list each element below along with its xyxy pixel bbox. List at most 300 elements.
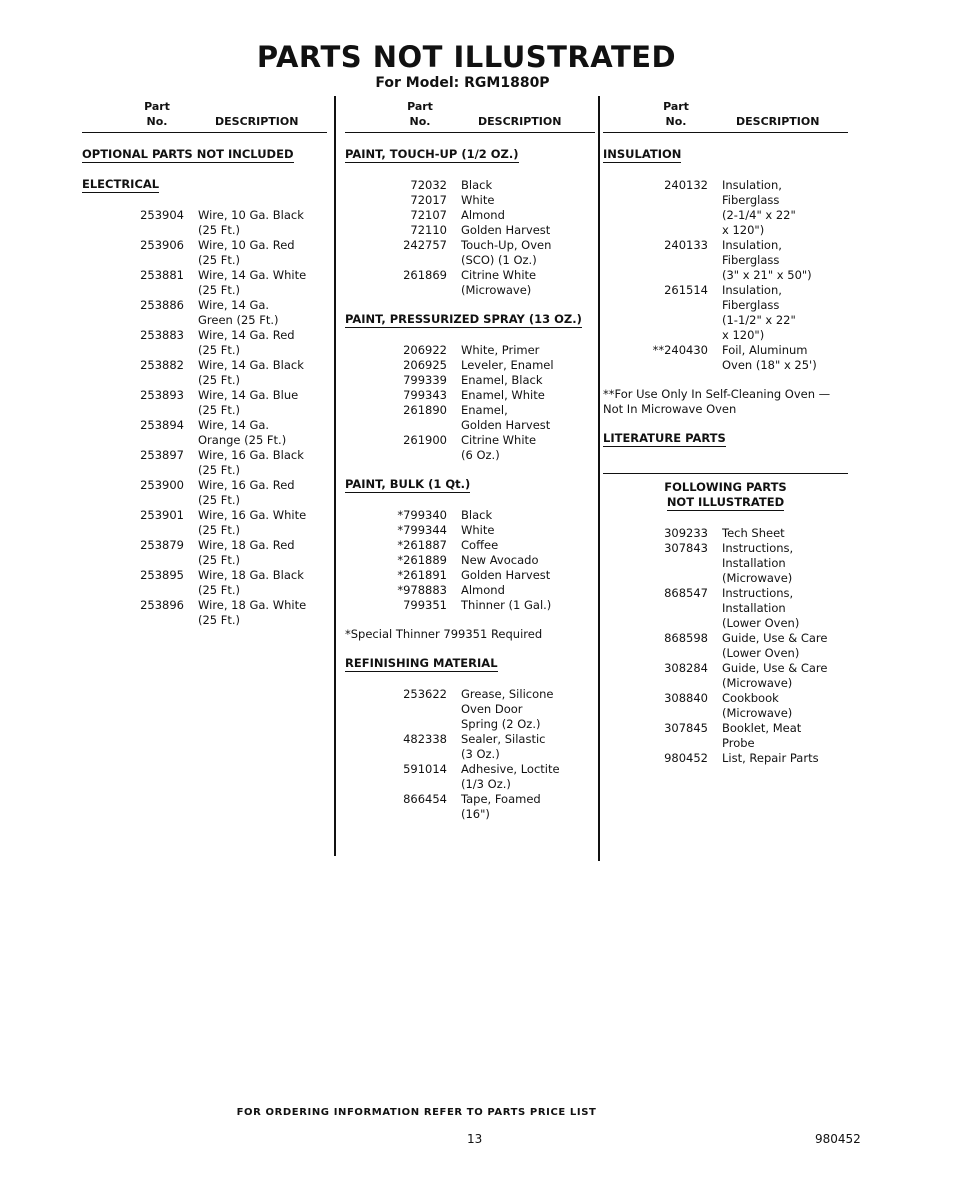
part-description: (25 Ft.) bbox=[198, 253, 241, 267]
part-number: 240132 bbox=[664, 178, 708, 192]
part-description: (25 Ft.) bbox=[198, 613, 241, 627]
part-number bbox=[603, 253, 708, 268]
part-number bbox=[82, 373, 184, 388]
part-row bbox=[345, 702, 595, 717]
part-row bbox=[603, 268, 848, 283]
part-row bbox=[603, 691, 848, 706]
part-row bbox=[603, 178, 848, 193]
description-label: DESCRIPTION bbox=[478, 115, 562, 128]
part-row bbox=[603, 238, 848, 253]
part-description: (3 Oz.) bbox=[461, 747, 500, 761]
part-number bbox=[345, 253, 447, 268]
part-description: Booklet, Meat bbox=[722, 721, 802, 735]
part-row bbox=[82, 238, 327, 253]
part-description: New Avocado bbox=[461, 553, 539, 567]
part-row bbox=[82, 418, 327, 433]
part-number: 253901 bbox=[140, 508, 184, 522]
part-row bbox=[603, 298, 848, 313]
part-label: Part bbox=[407, 100, 433, 113]
part-row bbox=[603, 556, 848, 571]
footnote: **For Use Only In Self-Cleaning Oven — Not In Microwave Oven bbox=[603, 387, 831, 416]
part-description: Golden Harvest bbox=[461, 223, 551, 237]
part-row bbox=[603, 586, 848, 601]
part-description: Instructions, bbox=[722, 541, 794, 555]
no-label: No. bbox=[146, 115, 168, 128]
part-number bbox=[345, 702, 447, 717]
part-number: *261891 bbox=[397, 568, 447, 582]
part-number bbox=[603, 571, 708, 586]
part-row bbox=[345, 508, 595, 523]
part-row bbox=[345, 433, 595, 448]
part-number: 261514 bbox=[664, 283, 708, 297]
part-number: 253622 bbox=[403, 687, 447, 701]
part-row bbox=[345, 268, 595, 283]
part-description: Fiberglass bbox=[722, 298, 780, 312]
part-number bbox=[82, 253, 184, 268]
model-subtitle bbox=[0, 75, 953, 91]
no-label: No. bbox=[409, 115, 431, 128]
part-number bbox=[603, 268, 708, 283]
part-row bbox=[603, 616, 848, 631]
part-description: (Microwave) bbox=[722, 571, 793, 585]
part-number bbox=[82, 613, 184, 628]
parts-section bbox=[345, 463, 595, 642]
part-row bbox=[82, 493, 327, 508]
description-label: DESCRIPTION bbox=[215, 115, 299, 128]
part-number bbox=[82, 463, 184, 478]
part-row bbox=[82, 448, 327, 463]
part-number bbox=[603, 298, 708, 313]
part-description: Insulation, bbox=[722, 238, 782, 252]
part-description: Tape, Foamed bbox=[461, 792, 541, 806]
part-row bbox=[345, 193, 595, 208]
part-number: 253893 bbox=[140, 388, 184, 402]
part-number bbox=[603, 616, 708, 631]
part-number bbox=[603, 208, 708, 223]
part-description: (SCO) (1 Oz.) bbox=[461, 253, 537, 267]
no-label: No. bbox=[665, 115, 687, 128]
part-description: (3" x 21" x 50") bbox=[722, 268, 812, 282]
part-description: Wire, 10 Ga. Red bbox=[198, 238, 295, 252]
part-row bbox=[345, 388, 595, 403]
part-row bbox=[345, 568, 595, 583]
part-description: Wire, 14 Ga. White bbox=[198, 268, 307, 282]
following-parts-line2: NOT ILLUSTRATED bbox=[666, 495, 785, 509]
part-row bbox=[603, 223, 848, 238]
footnote: *Special Thinner 799351 Required bbox=[345, 627, 543, 641]
column-divider bbox=[334, 96, 336, 856]
part-row bbox=[603, 661, 848, 676]
part-description: Oven Door bbox=[461, 702, 523, 716]
part-description: (Lower Oven) bbox=[722, 616, 800, 630]
part-description: (25 Ft.) bbox=[198, 403, 241, 417]
part-description: Almond bbox=[461, 583, 505, 597]
column-2 bbox=[345, 98, 595, 822]
part-row bbox=[345, 717, 595, 732]
part-row bbox=[603, 208, 848, 223]
part-description: (Microwave) bbox=[461, 283, 532, 297]
part-row bbox=[82, 373, 327, 388]
part-description: Wire, 16 Ga. White bbox=[198, 508, 307, 522]
part-description: White, Primer bbox=[461, 343, 540, 357]
part-description: Wire, 18 Ga. Black bbox=[198, 568, 304, 582]
part-row bbox=[345, 777, 595, 792]
part-number: 253897 bbox=[140, 448, 184, 462]
part-number bbox=[82, 223, 184, 238]
part-number: 307845 bbox=[664, 721, 708, 735]
part-row bbox=[82, 208, 327, 223]
part-description: Enamel, Black bbox=[461, 373, 543, 387]
part-number: 253886 bbox=[140, 298, 184, 312]
part-description: Golden Harvest bbox=[461, 418, 551, 432]
section-heading: PAINT, PRESSURIZED SPRAY (13 OZ.) bbox=[345, 312, 582, 326]
parts-list bbox=[603, 178, 848, 373]
part-number: 253881 bbox=[140, 268, 184, 282]
part-row bbox=[82, 298, 327, 313]
part-number: 72032 bbox=[410, 178, 447, 192]
part-number bbox=[345, 717, 447, 732]
part-number: 799339 bbox=[403, 373, 447, 387]
part-row bbox=[82, 598, 327, 613]
part-description: Guide, Use & Care bbox=[722, 631, 828, 645]
section-heading: INSULATION bbox=[603, 147, 682, 161]
part-row bbox=[603, 313, 848, 328]
part-row bbox=[345, 373, 595, 388]
part-row bbox=[345, 283, 595, 298]
description-label: DESCRIPTION bbox=[736, 115, 820, 128]
part-row bbox=[82, 388, 327, 403]
part-description: Enamel, bbox=[461, 403, 508, 417]
part-row bbox=[345, 538, 595, 553]
part-row bbox=[82, 508, 327, 523]
part-number bbox=[345, 777, 447, 792]
part-number: 72110 bbox=[410, 223, 447, 237]
part-number bbox=[603, 676, 708, 691]
part-description: Wire, 16 Ga. Black bbox=[198, 448, 304, 462]
part-row bbox=[82, 553, 327, 568]
part-description: Wire, 18 Ga. White bbox=[198, 598, 307, 612]
part-description: (1/3 Oz.) bbox=[461, 777, 511, 791]
part-number bbox=[82, 403, 184, 418]
section-heading: REFINISHING MATERIAL bbox=[345, 656, 498, 670]
part-description: Insulation, bbox=[722, 283, 782, 297]
column-header bbox=[603, 98, 848, 133]
part-row bbox=[603, 193, 848, 208]
part-description: Fiberglass bbox=[722, 193, 780, 207]
part-row bbox=[345, 732, 595, 747]
part-description: Citrine White bbox=[461, 268, 537, 282]
part-row bbox=[82, 268, 327, 283]
column-header bbox=[345, 98, 595, 133]
part-description: Wire, 14 Ga. bbox=[198, 298, 270, 312]
part-description: x 120") bbox=[722, 328, 765, 342]
part-row bbox=[603, 358, 848, 373]
part-number: *799340 bbox=[397, 508, 447, 522]
part-description: Coffee bbox=[461, 538, 499, 552]
part-description: (1-1/2" x 22" bbox=[722, 313, 796, 327]
part-number bbox=[345, 747, 447, 762]
part-description: Guide, Use & Care bbox=[722, 661, 828, 675]
part-row bbox=[82, 463, 327, 478]
part-row bbox=[82, 523, 327, 538]
part-description: Sealer, Silastic bbox=[461, 732, 546, 746]
part-row bbox=[345, 238, 595, 253]
page-title-text: PARTS NOT ILLUSTRATED bbox=[256, 40, 677, 74]
part-description: (Microwave) bbox=[722, 676, 793, 690]
part-row bbox=[603, 631, 848, 646]
parts-section bbox=[603, 133, 848, 417]
part-row bbox=[345, 583, 595, 598]
part-number bbox=[603, 601, 708, 616]
part-number: 261890 bbox=[403, 403, 447, 417]
part-row bbox=[82, 538, 327, 553]
parts-section bbox=[82, 163, 327, 628]
part-number: 307843 bbox=[664, 541, 708, 555]
part-row bbox=[603, 601, 848, 616]
part-row bbox=[603, 283, 848, 298]
part-number: *978883 bbox=[397, 583, 447, 597]
part-number: 253900 bbox=[140, 478, 184, 492]
part-description: (Microwave) bbox=[722, 706, 793, 720]
part-description: (25 Ft.) bbox=[198, 373, 241, 387]
part-description: (25 Ft.) bbox=[198, 523, 241, 537]
part-number: 253882 bbox=[140, 358, 184, 372]
optional-parts-heading: OPTIONAL PARTS NOT INCLUDED bbox=[82, 147, 294, 161]
part-description: White bbox=[461, 193, 495, 207]
part-description: (25 Ft.) bbox=[198, 223, 241, 237]
column-3 bbox=[603, 98, 848, 766]
part-number: 868547 bbox=[664, 586, 708, 600]
part-row bbox=[345, 343, 595, 358]
part-number bbox=[82, 583, 184, 598]
part-number: 591014 bbox=[403, 762, 447, 776]
parts-section bbox=[603, 417, 848, 447]
following-parts-list bbox=[603, 526, 848, 766]
part-description: Wire, 10 Ga. Black bbox=[198, 208, 304, 222]
part-row bbox=[82, 223, 327, 238]
part-row bbox=[603, 721, 848, 736]
part-number: 72017 bbox=[410, 193, 447, 207]
parts-section bbox=[345, 298, 595, 463]
part-row bbox=[603, 571, 848, 586]
part-description: Adhesive, Loctite bbox=[461, 762, 560, 776]
part-number: 253896 bbox=[140, 598, 184, 612]
part-description: Insulation, bbox=[722, 178, 782, 192]
part-number bbox=[603, 328, 708, 343]
part-row bbox=[345, 418, 595, 433]
ordering-footer-text: FOR ORDERING INFORMATION REFER TO PARTS PRICE LIST bbox=[236, 1107, 597, 1118]
part-description: Cookbook bbox=[722, 691, 779, 705]
part-number bbox=[82, 523, 184, 538]
part-number bbox=[82, 433, 184, 448]
part-row bbox=[82, 568, 327, 583]
part-description: Wire, 18 Ga. Red bbox=[198, 538, 295, 552]
part-number bbox=[603, 193, 708, 208]
ordering-footer bbox=[0, 1107, 953, 1118]
column-1 bbox=[82, 98, 327, 628]
part-number: 980452 bbox=[664, 751, 708, 765]
part-description: (25 Ft.) bbox=[198, 343, 241, 357]
parts-list bbox=[345, 508, 595, 613]
column-divider bbox=[598, 96, 600, 861]
part-number bbox=[603, 736, 708, 751]
document-number: 980452 bbox=[815, 1132, 861, 1146]
part-number: 261900 bbox=[403, 433, 447, 447]
part-description: (25 Ft.) bbox=[198, 583, 241, 597]
part-row bbox=[345, 358, 595, 373]
part-number bbox=[603, 646, 708, 661]
part-row bbox=[603, 328, 848, 343]
part-row bbox=[82, 583, 327, 598]
part-row bbox=[345, 762, 595, 777]
part-description: (Lower Oven) bbox=[722, 646, 800, 660]
part-number bbox=[345, 807, 447, 822]
parts-section bbox=[345, 642, 595, 822]
parts-list bbox=[345, 343, 595, 463]
part-number: *799344 bbox=[397, 523, 447, 537]
part-description: Probe bbox=[722, 736, 755, 750]
part-row bbox=[82, 283, 327, 298]
parts-section bbox=[345, 133, 595, 298]
part-description: (25 Ft.) bbox=[198, 463, 241, 477]
part-number bbox=[82, 493, 184, 508]
part-number bbox=[603, 556, 708, 571]
part-description: Golden Harvest bbox=[461, 568, 551, 582]
section-heading: PAINT, TOUCH-UP (1/2 OZ.) bbox=[345, 147, 519, 161]
part-row bbox=[345, 598, 595, 613]
part-number: 799351 bbox=[403, 598, 447, 612]
part-row bbox=[603, 343, 848, 358]
part-number bbox=[82, 283, 184, 298]
part-row bbox=[82, 253, 327, 268]
part-description: Wire, 14 Ga. bbox=[198, 418, 270, 432]
part-number: 206922 bbox=[403, 343, 447, 357]
part-row bbox=[345, 448, 595, 463]
part-description: Thinner (1 Gal.) bbox=[461, 598, 552, 612]
part-row bbox=[82, 613, 327, 628]
part-number: 866454 bbox=[403, 792, 447, 806]
part-description: (25 Ft.) bbox=[198, 493, 241, 507]
part-description: Enamel, White bbox=[461, 388, 545, 402]
page-title bbox=[0, 40, 953, 74]
part-number bbox=[603, 223, 708, 238]
part-description: (6 Oz.) bbox=[461, 448, 500, 462]
part-description: Spring (2 Oz.) bbox=[461, 717, 541, 731]
part-description: Fiberglass bbox=[722, 253, 780, 267]
part-row bbox=[345, 553, 595, 568]
part-number: *261889 bbox=[397, 553, 447, 567]
part-row bbox=[82, 358, 327, 373]
part-description: White bbox=[461, 523, 495, 537]
part-number: 253895 bbox=[140, 568, 184, 582]
part-row bbox=[345, 523, 595, 538]
part-description: Almond bbox=[461, 208, 505, 222]
part-row bbox=[345, 178, 595, 193]
part-number bbox=[82, 343, 184, 358]
part-description: Wire, 14 Ga. Black bbox=[198, 358, 304, 372]
column-header bbox=[82, 98, 327, 133]
part-description: Tech Sheet bbox=[722, 526, 785, 540]
part-number: 253879 bbox=[140, 538, 184, 552]
part-number: 308284 bbox=[664, 661, 708, 675]
part-number: 242757 bbox=[403, 238, 447, 252]
part-description: (25 Ft.) bbox=[198, 553, 241, 567]
page-number: 13 bbox=[467, 1132, 483, 1146]
part-number: 72107 bbox=[410, 208, 447, 222]
part-description: Leveler, Enamel bbox=[461, 358, 554, 372]
part-number: 309233 bbox=[664, 526, 708, 540]
part-row bbox=[603, 646, 848, 661]
part-description: Installation bbox=[722, 556, 786, 570]
part-number bbox=[345, 448, 447, 463]
part-number: 206925 bbox=[403, 358, 447, 372]
part-description: Foil, Aluminum bbox=[722, 343, 808, 357]
part-row bbox=[82, 478, 327, 493]
part-number: 261869 bbox=[403, 268, 447, 282]
part-description: Orange (25 Ft.) bbox=[198, 433, 287, 447]
following-parts-heading bbox=[603, 473, 848, 511]
part-description: (25 Ft.) bbox=[198, 283, 241, 297]
part-description: Oven (18" x 25') bbox=[722, 358, 817, 372]
part-description: Installation bbox=[722, 601, 786, 615]
part-number bbox=[603, 358, 708, 373]
part-number bbox=[345, 418, 447, 433]
model-subtitle-text: For Model: RGM1880P bbox=[375, 75, 550, 91]
part-row bbox=[345, 687, 595, 702]
part-number: 253883 bbox=[140, 328, 184, 342]
part-row bbox=[82, 403, 327, 418]
part-description: x 120") bbox=[722, 223, 765, 237]
part-description: Touch-Up, Oven bbox=[461, 238, 552, 252]
part-number bbox=[82, 313, 184, 328]
section-heading: ELECTRICAL bbox=[82, 177, 160, 191]
part-row bbox=[345, 792, 595, 807]
part-description: Black bbox=[461, 178, 493, 192]
part-description: (2-1/4" x 22" bbox=[722, 208, 796, 222]
part-description: (16") bbox=[461, 807, 490, 821]
part-row bbox=[82, 433, 327, 448]
part-number bbox=[603, 706, 708, 721]
part-number: 253904 bbox=[140, 208, 184, 222]
part-description: List, Repair Parts bbox=[722, 751, 819, 765]
part-description: Grease, Silicone bbox=[461, 687, 554, 701]
part-number bbox=[345, 283, 447, 298]
part-row bbox=[603, 751, 848, 766]
part-row bbox=[603, 526, 848, 541]
part-description: Wire, 16 Ga. Red bbox=[198, 478, 295, 492]
part-row bbox=[345, 403, 595, 418]
part-number: 253894 bbox=[140, 418, 184, 432]
part-row bbox=[82, 343, 327, 358]
part-row bbox=[345, 747, 595, 762]
part-label: Part bbox=[144, 100, 170, 113]
part-row bbox=[603, 253, 848, 268]
part-number: 308840 bbox=[664, 691, 708, 705]
part-description: Wire, 14 Ga. Red bbox=[198, 328, 295, 342]
part-label: Part bbox=[663, 100, 689, 113]
part-row bbox=[603, 736, 848, 751]
part-number: 240133 bbox=[664, 238, 708, 252]
parts-list bbox=[345, 687, 595, 822]
part-row bbox=[82, 313, 327, 328]
part-description: Green (25 Ft.) bbox=[198, 313, 279, 327]
part-description: Wire, 14 Ga. Blue bbox=[198, 388, 299, 402]
following-parts-line1: FOLLOWING PARTS bbox=[664, 480, 787, 494]
part-number bbox=[82, 553, 184, 568]
parts-list bbox=[345, 178, 595, 298]
part-row bbox=[345, 253, 595, 268]
part-description: Citrine White bbox=[461, 433, 537, 447]
